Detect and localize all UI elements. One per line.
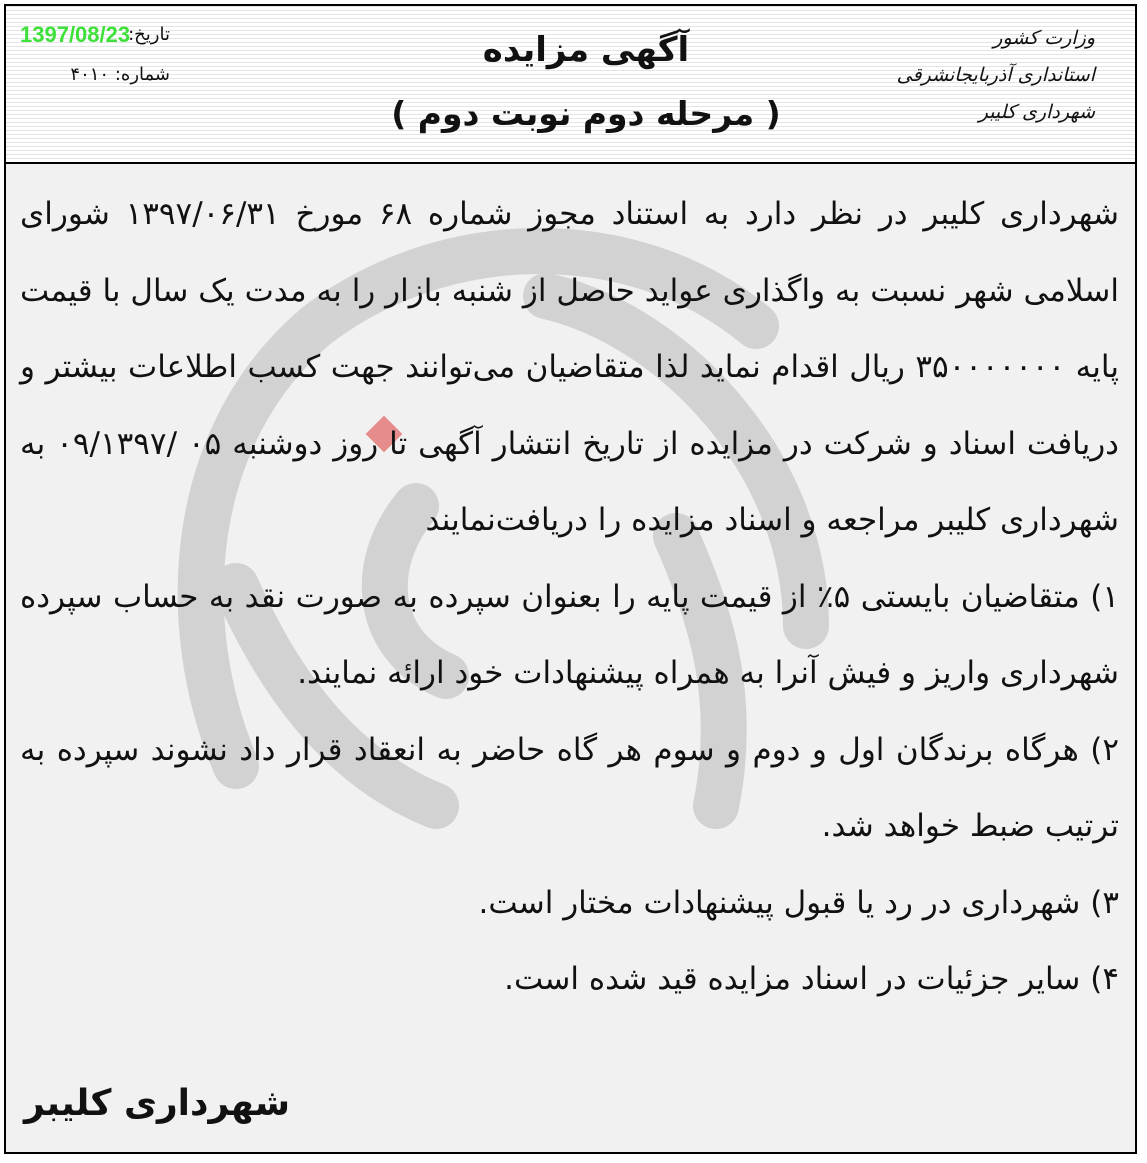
intro-paragraph: شهرداری کلیبر در نظر دارد به استناد مجوز شماره ۶۸ مورخ ۱۳۹۷/۰۶/۳۱ شورای اسلامی شهر نسبت به واگذاری عواید حاصل از شنبه بازار را به مدت یک سال با قیمت پایه ۳۵۰۰۰۰۰۰۰ ریال اقدام نماید لذا متقاضیان می‌توانند جهت کسب اطلاعات بیشتر و دریافت اسناد و شرکت در مزایده از تاریخ انتشار آگهی تا روز دوشنبه ۰۵ /۰۹/۱۳۹۷ به شهرداری کلیبر مراجعه و اسناد مزایده را دریافت‌نمایند [20, 196, 1119, 538]
condition-item-4: ۴) سایر جزئیات در اسناد مزایده قید شده است. [504, 961, 1119, 997]
number-row [20, 64, 170, 85]
notice-title: آگهی مزایده [482, 30, 690, 70]
notice-header [6, 6, 1135, 164]
number-label: شماره: [114, 64, 170, 85]
signature: شهرداری کلیبر [24, 1083, 291, 1124]
province-line: استانداری آذربایجانشرقی [896, 64, 1095, 86]
condition-item-1: ۱) متقاضیان بایستی ۵٪ از قیمت پایه را بعنوان سپرده به صورت نقد به حساب سپرده شهرداری واریز و فیش آنرا به همراه پیشنهادات خود ارائه نمایند. [20, 578, 1119, 691]
condition-item-2: ۲) هرگاه برندگان اول و دوم و سوم هر گاه حاضر به انعقاد قرار داد نشوند سپرده به ترتیب ضبط خواهد شد. [20, 731, 1119, 844]
condition-item-3: ۳) شهرداری در رد یا قبول پیشنهادات مختار است. [478, 884, 1119, 921]
ministry-line: وزارت کشور [993, 27, 1095, 49]
issuer-block [897, 20, 1095, 131]
date-label: تاریخ: [128, 24, 170, 45]
municipality-line: شهرداری کلیبر [978, 101, 1095, 123]
notice-subtitle: ( مرحله دوم نوبت دوم ) [391, 94, 781, 133]
auction-notice [4, 4, 1137, 1154]
notice-body [20, 176, 1119, 1018]
number-value: ۴۰۱۰ [70, 64, 110, 85]
date-stamp: 1397/08/23 [20, 22, 131, 47]
